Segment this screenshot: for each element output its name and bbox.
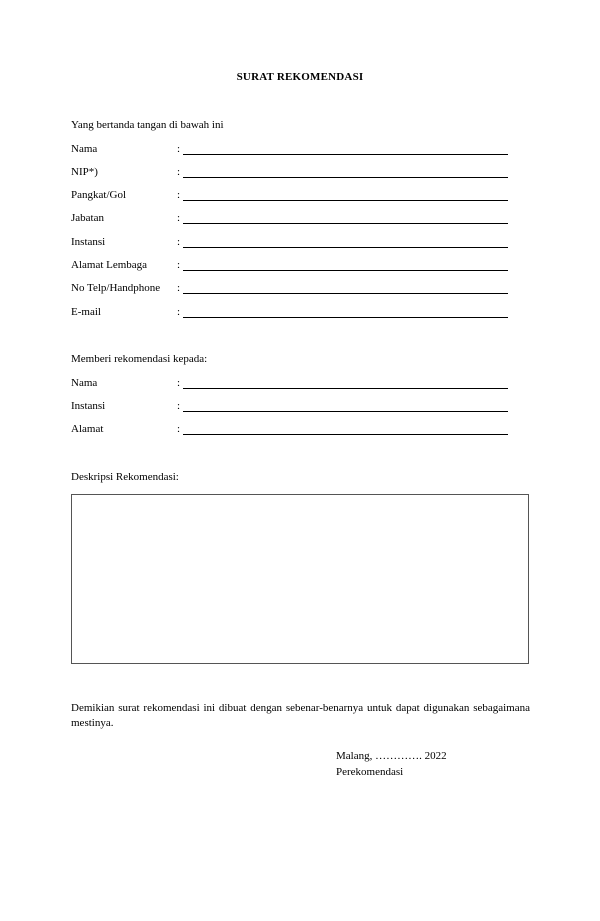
signer-field-instansi xyxy=(71,236,508,252)
field-label: Pangkat/Gol xyxy=(71,189,126,201)
document-title: SURAT REKOMENDASI xyxy=(236,71,364,83)
field-label: Alamat Lembaga xyxy=(71,259,148,271)
closing-paragraph: Demikian surat rekomendasi ini dibuat dengan sebenar-benarnya untuk dapat digunakan sebagaimana mestinya. xyxy=(71,702,530,729)
fill-in-line xyxy=(183,154,508,155)
recipient-intro: Memberi rekomendasi kepada: xyxy=(71,353,208,365)
field-colon: : xyxy=(177,400,181,412)
field-colon: : xyxy=(177,166,181,178)
signer-field-pangkat-gol xyxy=(71,189,508,205)
signer-field-jabatan xyxy=(71,212,508,228)
description-box xyxy=(71,494,529,664)
field-label: NIP*) xyxy=(71,166,98,178)
fill-in-line xyxy=(183,411,508,412)
field-colon: : xyxy=(177,236,181,248)
field-label: No Telp/Handphone xyxy=(71,282,161,294)
fill-in-line xyxy=(183,270,508,271)
fill-in-line xyxy=(183,317,508,318)
recipient-field-alamat xyxy=(71,423,508,439)
field-label: Instansi xyxy=(71,236,106,248)
field-colon: : xyxy=(177,212,181,224)
recipient-field-nama xyxy=(71,377,508,393)
field-label: Jabatan xyxy=(71,212,104,224)
fill-in-line xyxy=(183,293,508,294)
signer-field-nama xyxy=(71,143,508,159)
field-colon: : xyxy=(177,377,181,389)
signature-role: Perekomendasi xyxy=(336,766,404,778)
field-label: Alamat xyxy=(71,423,104,435)
fill-in-line xyxy=(183,200,508,201)
field-colon: : xyxy=(177,189,181,201)
field-colon: : xyxy=(177,282,181,294)
field-colon: : xyxy=(177,143,181,155)
signer-field-nip xyxy=(71,166,508,182)
signer-field-alamat-lembaga xyxy=(71,259,508,275)
signature-place-date: Malang, …………. 2022 xyxy=(336,750,447,762)
field-label: E-mail xyxy=(71,306,101,318)
fill-in-line xyxy=(183,434,508,435)
fill-in-line xyxy=(183,177,508,178)
field-colon: : xyxy=(177,306,181,318)
description-label: Deskripsi Rekomendasi: xyxy=(71,471,179,483)
field-colon: : xyxy=(177,259,181,271)
field-colon: : xyxy=(177,423,181,435)
recipient-field-instansi xyxy=(71,400,508,416)
fill-in-line xyxy=(183,223,508,224)
signer-intro: Yang bertanda tangan di bawah ini xyxy=(71,119,224,131)
fill-in-line xyxy=(183,247,508,248)
fill-in-line xyxy=(183,388,508,389)
field-label: Instansi xyxy=(71,400,106,412)
field-label: Nama xyxy=(71,143,98,155)
signer-field-email xyxy=(71,306,508,322)
signer-field-no-telp xyxy=(71,282,508,298)
field-label: Nama xyxy=(71,377,98,389)
